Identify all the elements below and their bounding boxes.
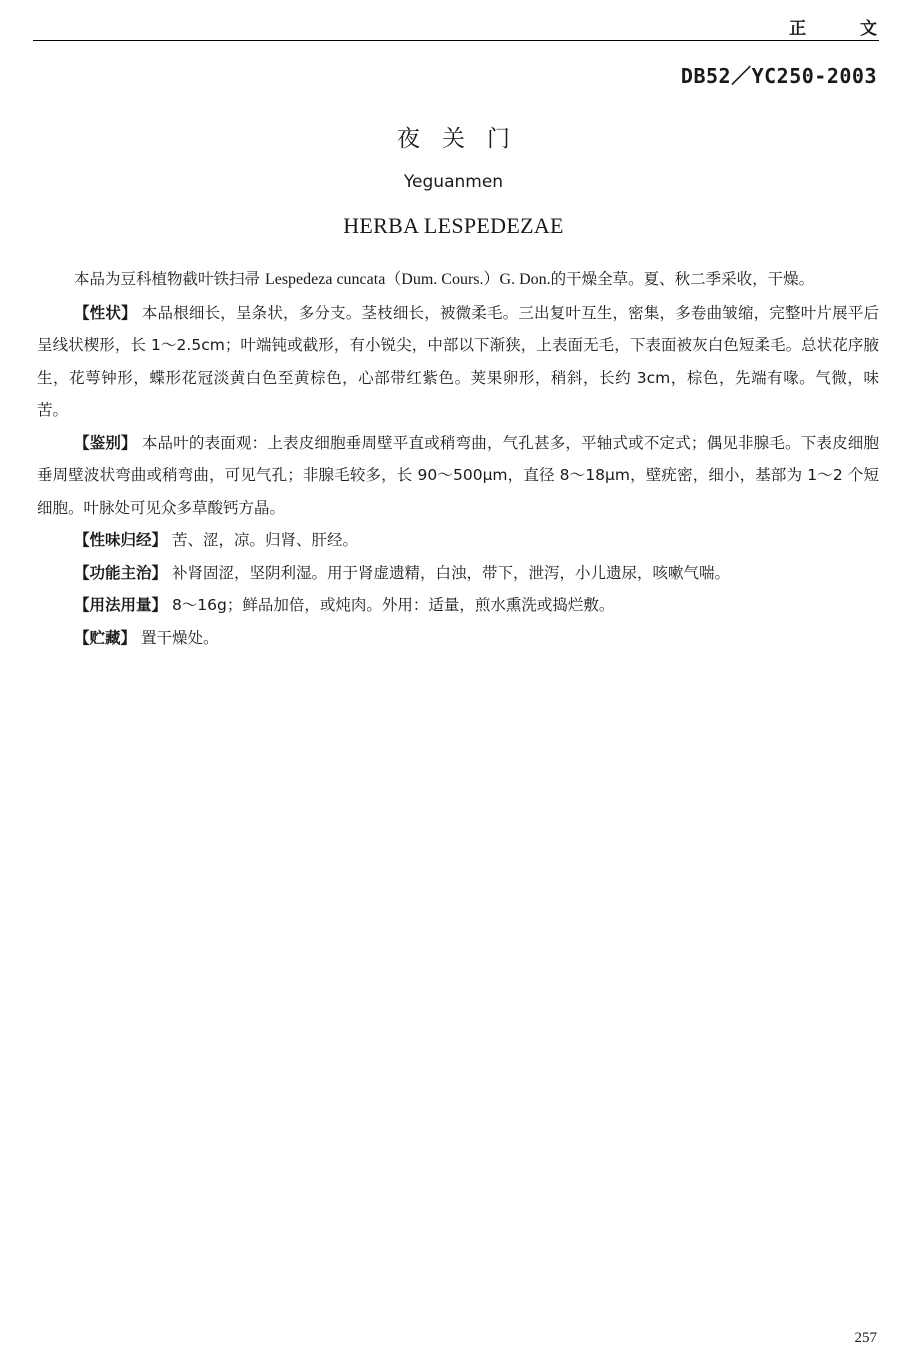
section-dosage xyxy=(37,589,879,622)
intro-paragraph xyxy=(37,263,879,297)
page-number: 257 xyxy=(854,1330,877,1346)
section-text: 补肾固涩，坚阴利湿。用于肾虚遗精，白浊，带下，泄泻，小儿遗尿，咳嗽气喘。 xyxy=(167,563,730,582)
header-rule xyxy=(33,40,879,41)
section-properties xyxy=(37,524,879,557)
section-storage xyxy=(37,622,879,655)
section-text: 苦、涩，凉。归肾、肝经。 xyxy=(167,531,358,549)
section-heading: 【用法用量】 xyxy=(74,596,168,614)
section-heading: 【性状】 xyxy=(74,303,137,322)
title-chinese: 夜关门 xyxy=(397,126,532,152)
intro-text-end: 的干燥全草。夏、秋二季采收，干燥。 xyxy=(550,270,815,288)
latin-species-name: Lespedeza cuncata（Dum. Cours.）G. Don. xyxy=(264,271,551,288)
section-text: 本品叶的表面观：上表皮细胞垂周壁平直或稍弯曲，气孔甚多，平轴式或不定式；偶见非腺毛。下表皮细胞垂周壁波状弯曲或稍弯曲，可见气孔；非腺毛较多，长 90～500μm，直径 8～18μm，壁疣密，细小，基部为 1～2 个短细胞。叶脉处可见众多草酸钙方晶。 xyxy=(37,433,879,517)
header-section-label: 正 文 xyxy=(789,19,901,39)
section-identification xyxy=(37,427,879,525)
title-pinyin: Yeguanmen xyxy=(403,172,504,192)
section-functions xyxy=(37,557,879,590)
title-latin: HERBA LESPEDEZAE xyxy=(343,213,564,238)
section-text: 8～16g；鲜品加倍，或炖肉。外用：适量，煎水熏洗或捣烂敷。 xyxy=(167,596,615,614)
section-heading: 【鉴别】 xyxy=(74,433,137,452)
section-text: 置干燥处。 xyxy=(136,628,219,647)
section-heading: 【贮藏】 xyxy=(74,628,137,647)
section-description xyxy=(37,297,879,427)
section-heading: 【性味归经】 xyxy=(74,531,168,549)
standard-number: DB52／YC250-2003 xyxy=(680,64,877,88)
section-text: 本品根细长，呈条状，多分支。茎枝细长，被微柔毛。三出复叶互生，密集，多卷曲皱缩，完整叶片展平后呈线状楔形，长 1～2.5cm；叶端钝或截形，有小锐尖，中部以下渐狭，上表面无毛，下表面被灰白色短柔毛。总状花序腋生，花萼钟形，蝶形花冠淡黄白色至黄棕色，心部带红紫色。荚果卵形，稍斜，长约 3cm，棕色，先端有喙。气微，味苦。 xyxy=(37,303,879,419)
monograph-body xyxy=(37,263,879,654)
section-heading: 【功能主治】 xyxy=(74,563,168,582)
intro-text-start: 本品为豆科植物截叶铁扫帚 xyxy=(74,270,265,288)
